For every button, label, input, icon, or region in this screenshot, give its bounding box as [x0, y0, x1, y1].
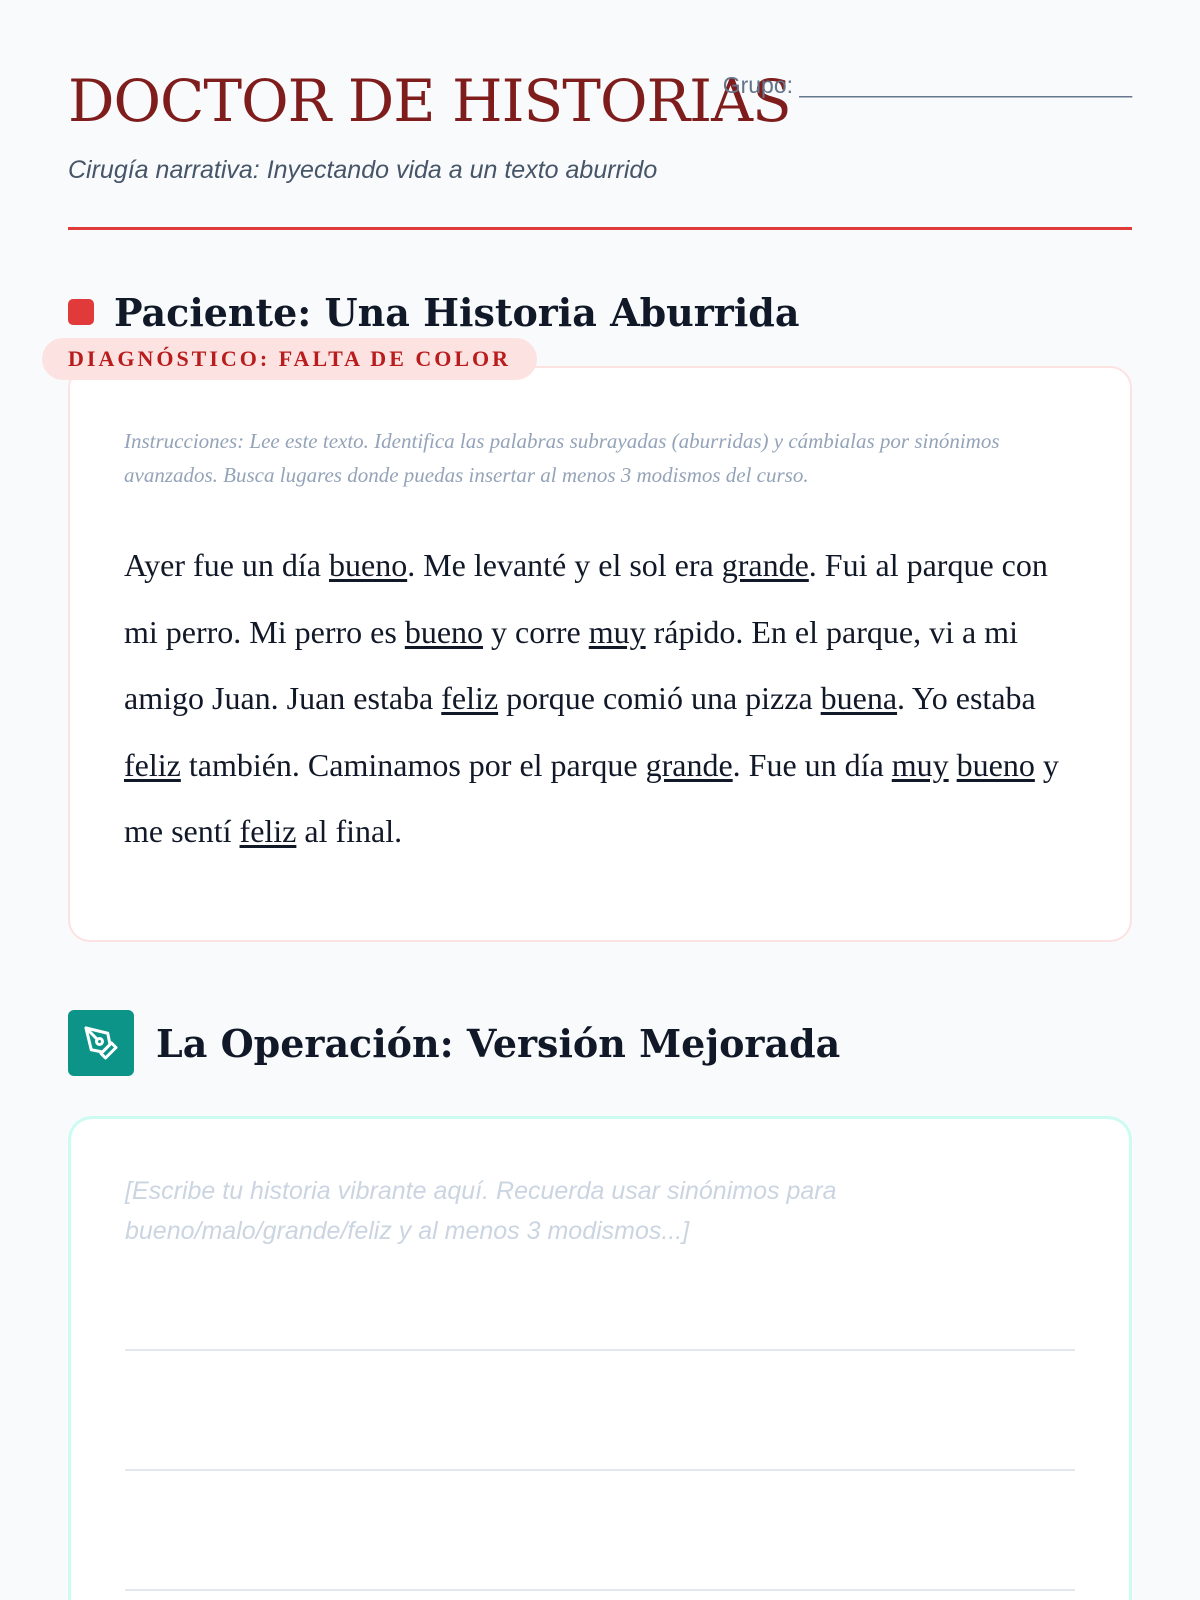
story-fragment	[949, 747, 957, 783]
pen-nib-icon	[68, 1010, 134, 1076]
boring-story-text	[124, 532, 1076, 865]
operation-section-header	[68, 1010, 1132, 1076]
boring-word: feliz	[441, 680, 499, 716]
boring-word: feliz	[239, 813, 297, 849]
story-fragment: . Yo estaba	[897, 680, 1036, 716]
story-fragment: al final.	[296, 813, 403, 849]
group-field: Grupo: __________________________	[722, 72, 1132, 98]
page-header	[68, 0, 1132, 230]
writing-line	[125, 1349, 1075, 1351]
writing-line	[125, 1469, 1075, 1471]
story-fragment: . Fui al parque con mi perro. Mi perro es	[124, 547, 1048, 650]
instructions-text: Instrucciones: Lee este texto. Identifica las palabras subrayadas (aburridas) y cámbialas por sinónimos avanzados. Busca lugares donde puedas insertar al menos 3 modismos del curso.	[124, 429, 1000, 487]
operation-section-title: La Operación: Versión Mejorada	[156, 1020, 841, 1066]
story-fragment: Ayer fue un día	[124, 547, 329, 583]
story-fragment: también. Caminamos por el parque	[180, 746, 646, 783]
red-square-icon	[68, 299, 94, 325]
story-fragment: . Fue un día	[732, 746, 892, 783]
patient-card	[68, 366, 1132, 942]
writing-area[interactable]	[68, 1116, 1132, 1600]
boring-word: feliz	[124, 746, 181, 783]
story-fragment: y me sentí	[124, 746, 1059, 849]
writing-line	[125, 1589, 1075, 1591]
boring-word: muy	[588, 613, 646, 650]
writing-placeholder: [Escribe tu historia vibrante aquí. Recuerda usar sinónimos para bueno/malo/grande/feliz y al menos 3 modismos...]	[125, 1177, 837, 1245]
boring-word: muy	[891, 746, 949, 783]
boring-word: grande	[645, 746, 733, 783]
page-title: DOCTOR DE HISTORIAS	[68, 67, 791, 135]
boring-word: buena	[820, 680, 898, 716]
diagnosis-badge: DIAGNÓSTICO: FALTA DE COLOR	[42, 338, 537, 380]
boring-word: bueno	[328, 547, 408, 583]
boring-word: grande	[721, 547, 809, 583]
story-fragment: y corre	[483, 613, 589, 650]
boring-word: bueno	[956, 746, 1035, 783]
patient-section-title: Paciente: Una Historia Aburrida	[114, 289, 800, 335]
story-fragment: porque comió una pizza	[498, 680, 821, 716]
patient-card-wrapper	[68, 346, 1132, 942]
page-subtitle: Cirugía narrativa: Inyectando vida a un texto aburrido	[68, 155, 658, 184]
story-fragment: . Me levanté y el sol era	[407, 547, 722, 583]
patient-section-header	[68, 288, 1132, 336]
story-fragment: rápido. En el parque, vi a mi amigo Juan. Juan estaba	[124, 613, 1018, 716]
boring-word: bueno	[404, 613, 484, 650]
